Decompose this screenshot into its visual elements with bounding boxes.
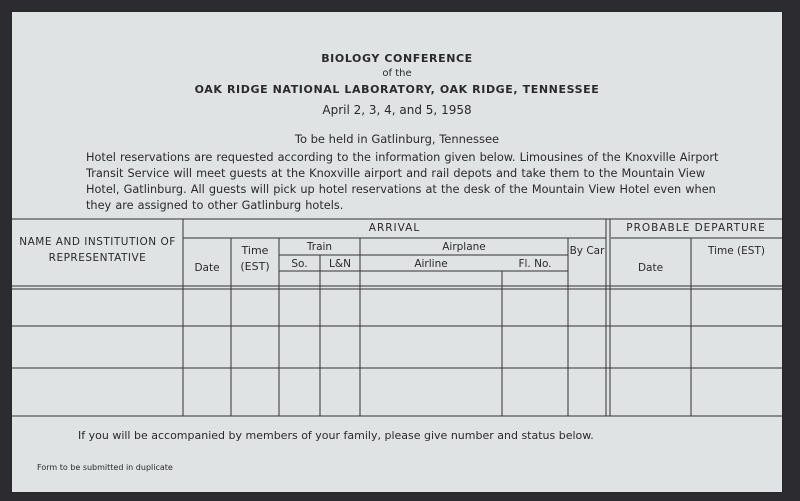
train-ln-header: L&N bbox=[329, 258, 351, 270]
conference-title: BIOLOGY CONFERENCE bbox=[321, 52, 473, 65]
train-so-header: So. bbox=[291, 258, 308, 270]
intro-paragraph: Hotel reservations are requested according to the information given below. Limousines of the Knoxville Airport Transit Service will meet guests at the Knoxville airport and rail depots and take them to the Mountain View Hotel, Gatlinburg. All guests will pick up hotel reservations at the desk of the Mountain View Hotel even when they are assigned to other Gatlinburg hotels. bbox=[86, 151, 719, 212]
arrival-header: ARRIVAL bbox=[368, 222, 421, 234]
arrival-date-header: Date bbox=[194, 262, 220, 274]
reservation-table bbox=[12, 218, 782, 418]
duplicate-note: Form to be submitted in duplicate bbox=[37, 463, 173, 472]
departure-date-header: Date bbox=[637, 262, 664, 274]
conference-location: To be held in Gatlinburg, Tennessee bbox=[294, 132, 500, 146]
registration-form bbox=[12, 12, 782, 492]
family-note: If you will be accompanied by members of your family, please give number and status below. bbox=[78, 429, 594, 442]
conference-dates: April 2, 3, 4, and 5, 1958 bbox=[322, 103, 472, 117]
conference-subtitle: of the bbox=[382, 68, 412, 79]
laboratory-name: OAK RIDGE NATIONAL LABORATORY, OAK RIDGE, TENNESSEE bbox=[194, 83, 600, 96]
airline-header: Airline bbox=[414, 258, 448, 270]
arrival-time-header: Time (EST) bbox=[240, 244, 270, 273]
airplane-header: Airplane bbox=[442, 241, 486, 253]
flight-number-header: Fl. No. bbox=[518, 258, 552, 270]
train-header: Train bbox=[306, 241, 333, 253]
by-car-header: By Car bbox=[569, 245, 605, 257]
name-institution-header: NAME AND INSTITUTION OF REPRESENTATIVE bbox=[19, 236, 176, 264]
departure-time-header: Time (EST) bbox=[708, 245, 765, 257]
departure-header: PROBABLE DEPARTURE bbox=[626, 222, 766, 234]
